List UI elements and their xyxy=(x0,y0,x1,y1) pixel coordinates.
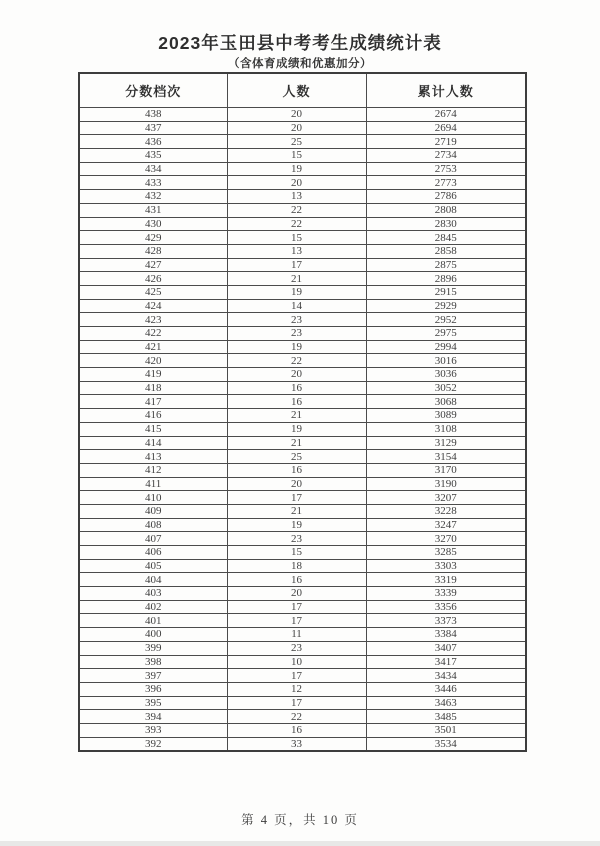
cell-score-level: 395 xyxy=(79,696,227,710)
table-row xyxy=(79,176,526,190)
table-row xyxy=(79,135,526,149)
cell-score-level: 425 xyxy=(79,285,227,299)
cell-count: 16 xyxy=(227,463,366,477)
cell-count: 22 xyxy=(227,710,366,724)
cell-count: 15 xyxy=(227,231,366,245)
cell-score-level: 432 xyxy=(79,190,227,204)
cell-count: 21 xyxy=(227,272,366,286)
cell-score-level: 411 xyxy=(79,477,227,491)
cell-score-level: 428 xyxy=(79,244,227,258)
cell-score-level: 394 xyxy=(79,710,227,724)
table-body xyxy=(79,108,526,752)
cell-score-level: 437 xyxy=(79,121,227,135)
table-row xyxy=(79,285,526,299)
table-row xyxy=(79,614,526,628)
cell-count: 18 xyxy=(227,559,366,573)
cell-cumulative-count: 2896 xyxy=(366,272,526,286)
table-row xyxy=(79,340,526,354)
cell-cumulative-count: 3285 xyxy=(366,546,526,560)
table-row xyxy=(79,409,526,423)
table-row xyxy=(79,149,526,163)
cell-cumulative-count: 3384 xyxy=(366,628,526,642)
page-number-footer: 第 4 页，共 10 页 xyxy=(241,813,359,827)
cell-count: 10 xyxy=(227,655,366,669)
cell-count: 21 xyxy=(227,409,366,423)
cell-count: 17 xyxy=(227,258,366,272)
cell-score-level: 419 xyxy=(79,368,227,382)
cell-count: 23 xyxy=(227,313,366,327)
cell-score-level: 398 xyxy=(79,655,227,669)
cell-count: 11 xyxy=(227,628,366,642)
cell-count: 16 xyxy=(227,381,366,395)
page-title: 2023年玉田县中考考生成绩统计表 xyxy=(158,33,442,53)
cell-score-level: 429 xyxy=(79,231,227,245)
cell-count: 19 xyxy=(227,518,366,532)
cell-score-level: 404 xyxy=(79,573,227,587)
cell-cumulative-count: 3207 xyxy=(366,491,526,505)
cell-cumulative-count: 3501 xyxy=(366,723,526,737)
cell-score-level: 438 xyxy=(79,108,227,122)
page-subtitle: （含体育成绩和优惠加分） xyxy=(228,58,372,70)
header-row xyxy=(79,73,526,108)
cell-score-level: 412 xyxy=(79,463,227,477)
cell-score-level: 434 xyxy=(79,162,227,176)
cell-count: 17 xyxy=(227,696,366,710)
cell-count: 25 xyxy=(227,450,366,464)
table-row xyxy=(79,108,526,122)
table-row xyxy=(79,436,526,450)
header-count: 人数 xyxy=(227,73,366,108)
table-row xyxy=(79,737,526,751)
table-row xyxy=(79,272,526,286)
cell-count: 25 xyxy=(227,135,366,149)
table-row xyxy=(79,244,526,258)
table-row xyxy=(79,395,526,409)
cell-count: 15 xyxy=(227,149,366,163)
cell-cumulative-count: 3319 xyxy=(366,573,526,587)
cell-score-level: 403 xyxy=(79,587,227,601)
cell-cumulative-count: 2694 xyxy=(366,121,526,135)
cell-cumulative-count: 2929 xyxy=(366,299,526,313)
cell-count: 17 xyxy=(227,491,366,505)
cell-score-level: 397 xyxy=(79,669,227,683)
cell-cumulative-count: 2773 xyxy=(366,176,526,190)
cell-score-level: 409 xyxy=(79,504,227,518)
table-row xyxy=(79,641,526,655)
table-row xyxy=(79,669,526,683)
table-row xyxy=(79,573,526,587)
table-row xyxy=(79,559,526,573)
cell-cumulative-count: 3303 xyxy=(366,559,526,573)
cell-score-level: 413 xyxy=(79,450,227,464)
table-row xyxy=(79,162,526,176)
cell-score-level: 396 xyxy=(79,682,227,696)
cell-count: 13 xyxy=(227,244,366,258)
cell-count: 13 xyxy=(227,190,366,204)
cell-count: 22 xyxy=(227,217,366,231)
cell-score-level: 414 xyxy=(79,436,227,450)
cell-cumulative-count: 3485 xyxy=(366,710,526,724)
cell-score-level: 410 xyxy=(79,491,227,505)
cell-score-level: 407 xyxy=(79,532,227,546)
table-row xyxy=(79,450,526,464)
cell-count: 33 xyxy=(227,737,366,751)
cell-cumulative-count: 3052 xyxy=(366,381,526,395)
table-row xyxy=(79,477,526,491)
table-row xyxy=(79,258,526,272)
scan-edge-strip xyxy=(0,841,600,846)
cell-count: 21 xyxy=(227,436,366,450)
table-row xyxy=(79,723,526,737)
cell-count: 12 xyxy=(227,682,366,696)
cell-score-level: 405 xyxy=(79,559,227,573)
cell-cumulative-count: 2975 xyxy=(366,327,526,341)
cell-count: 21 xyxy=(227,504,366,518)
cell-score-level: 435 xyxy=(79,149,227,163)
cell-score-level: 402 xyxy=(79,600,227,614)
table-row xyxy=(79,518,526,532)
cell-count: 20 xyxy=(227,587,366,601)
cell-cumulative-count: 3373 xyxy=(366,614,526,628)
table-row xyxy=(79,231,526,245)
cell-count: 22 xyxy=(227,203,366,217)
cell-cumulative-count: 2858 xyxy=(366,244,526,258)
cell-count: 17 xyxy=(227,600,366,614)
table-row xyxy=(79,121,526,135)
table-row xyxy=(79,504,526,518)
table-row xyxy=(79,546,526,560)
cell-cumulative-count: 3108 xyxy=(366,422,526,436)
cell-cumulative-count: 2719 xyxy=(366,135,526,149)
cell-score-level: 427 xyxy=(79,258,227,272)
table-row xyxy=(79,313,526,327)
cell-score-level: 436 xyxy=(79,135,227,149)
table-row xyxy=(79,203,526,217)
cell-count: 16 xyxy=(227,395,366,409)
table-row xyxy=(79,422,526,436)
cell-cumulative-count: 3417 xyxy=(366,655,526,669)
cell-score-level: 422 xyxy=(79,327,227,341)
table-row xyxy=(79,327,526,341)
table-row xyxy=(79,354,526,368)
table-row xyxy=(79,532,526,546)
cell-count: 20 xyxy=(227,121,366,135)
cell-cumulative-count: 3339 xyxy=(366,587,526,601)
table-row xyxy=(79,491,526,505)
cell-count: 23 xyxy=(227,327,366,341)
cell-cumulative-count: 2994 xyxy=(366,340,526,354)
table-row xyxy=(79,587,526,601)
cell-score-level: 400 xyxy=(79,628,227,642)
cell-score-level: 430 xyxy=(79,217,227,231)
cell-score-level: 423 xyxy=(79,313,227,327)
score-statistics-table xyxy=(78,72,527,752)
table-row xyxy=(79,463,526,477)
cell-count: 17 xyxy=(227,669,366,683)
cell-score-level: 417 xyxy=(79,395,227,409)
cell-count: 23 xyxy=(227,641,366,655)
cell-cumulative-count: 2952 xyxy=(366,313,526,327)
table-row xyxy=(79,600,526,614)
cell-count: 20 xyxy=(227,108,366,122)
cell-cumulative-count: 3068 xyxy=(366,395,526,409)
cell-count: 16 xyxy=(227,723,366,737)
cell-score-level: 408 xyxy=(79,518,227,532)
cell-count: 17 xyxy=(227,614,366,628)
cell-cumulative-count: 2845 xyxy=(366,231,526,245)
cell-score-level: 431 xyxy=(79,203,227,217)
table-row xyxy=(79,628,526,642)
cell-count: 20 xyxy=(227,477,366,491)
table-row xyxy=(79,682,526,696)
cell-score-level: 393 xyxy=(79,723,227,737)
cell-cumulative-count: 3407 xyxy=(366,641,526,655)
cell-score-level: 424 xyxy=(79,299,227,313)
cell-cumulative-count: 2674 xyxy=(366,108,526,122)
cell-score-level: 433 xyxy=(79,176,227,190)
cell-count: 15 xyxy=(227,546,366,560)
cell-score-level: 418 xyxy=(79,381,227,395)
cell-cumulative-count: 2875 xyxy=(366,258,526,272)
cell-cumulative-count: 3356 xyxy=(366,600,526,614)
cell-count: 19 xyxy=(227,285,366,299)
cell-cumulative-count: 3534 xyxy=(366,737,526,751)
cell-cumulative-count: 3434 xyxy=(366,669,526,683)
cell-score-level: 415 xyxy=(79,422,227,436)
cell-cumulative-count: 3016 xyxy=(366,354,526,368)
table-row xyxy=(79,655,526,669)
cell-cumulative-count: 2786 xyxy=(366,190,526,204)
table-row xyxy=(79,190,526,204)
table-row xyxy=(79,710,526,724)
cell-score-level: 421 xyxy=(79,340,227,354)
cell-count: 19 xyxy=(227,340,366,354)
cell-cumulative-count: 3190 xyxy=(366,477,526,491)
cell-count: 22 xyxy=(227,354,366,368)
cell-score-level: 399 xyxy=(79,641,227,655)
table-row xyxy=(79,217,526,231)
cell-count: 19 xyxy=(227,162,366,176)
cell-cumulative-count: 3446 xyxy=(366,682,526,696)
cell-cumulative-count: 2734 xyxy=(366,149,526,163)
cell-cumulative-count: 3036 xyxy=(366,368,526,382)
cell-cumulative-count: 3463 xyxy=(366,696,526,710)
table-row xyxy=(79,696,526,710)
cell-cumulative-count: 2830 xyxy=(366,217,526,231)
header-cumulative-count: 累计人数 xyxy=(366,73,526,108)
cell-count: 23 xyxy=(227,532,366,546)
cell-count: 20 xyxy=(227,368,366,382)
table-row xyxy=(79,299,526,313)
cell-score-level: 420 xyxy=(79,354,227,368)
cell-count: 14 xyxy=(227,299,366,313)
table-header xyxy=(79,73,526,108)
table-row xyxy=(79,381,526,395)
cell-count: 16 xyxy=(227,573,366,587)
cell-count: 19 xyxy=(227,422,366,436)
cell-cumulative-count: 3129 xyxy=(366,436,526,450)
cell-cumulative-count: 2915 xyxy=(366,285,526,299)
cell-score-level: 401 xyxy=(79,614,227,628)
cell-score-level: 406 xyxy=(79,546,227,560)
cell-cumulative-count: 2808 xyxy=(366,203,526,217)
cell-count: 20 xyxy=(227,176,366,190)
cell-cumulative-count: 3170 xyxy=(366,463,526,477)
cell-score-level: 392 xyxy=(79,737,227,751)
cell-cumulative-count: 3270 xyxy=(366,532,526,546)
cell-score-level: 416 xyxy=(79,409,227,423)
cell-cumulative-count: 3247 xyxy=(366,518,526,532)
cell-cumulative-count: 3089 xyxy=(366,409,526,423)
cell-cumulative-count: 3228 xyxy=(366,504,526,518)
cell-cumulative-count: 3154 xyxy=(366,450,526,464)
cell-cumulative-count: 2753 xyxy=(366,162,526,176)
header-score-level: 分数档次 xyxy=(79,73,227,108)
cell-score-level: 426 xyxy=(79,272,227,286)
table-row xyxy=(79,368,526,382)
